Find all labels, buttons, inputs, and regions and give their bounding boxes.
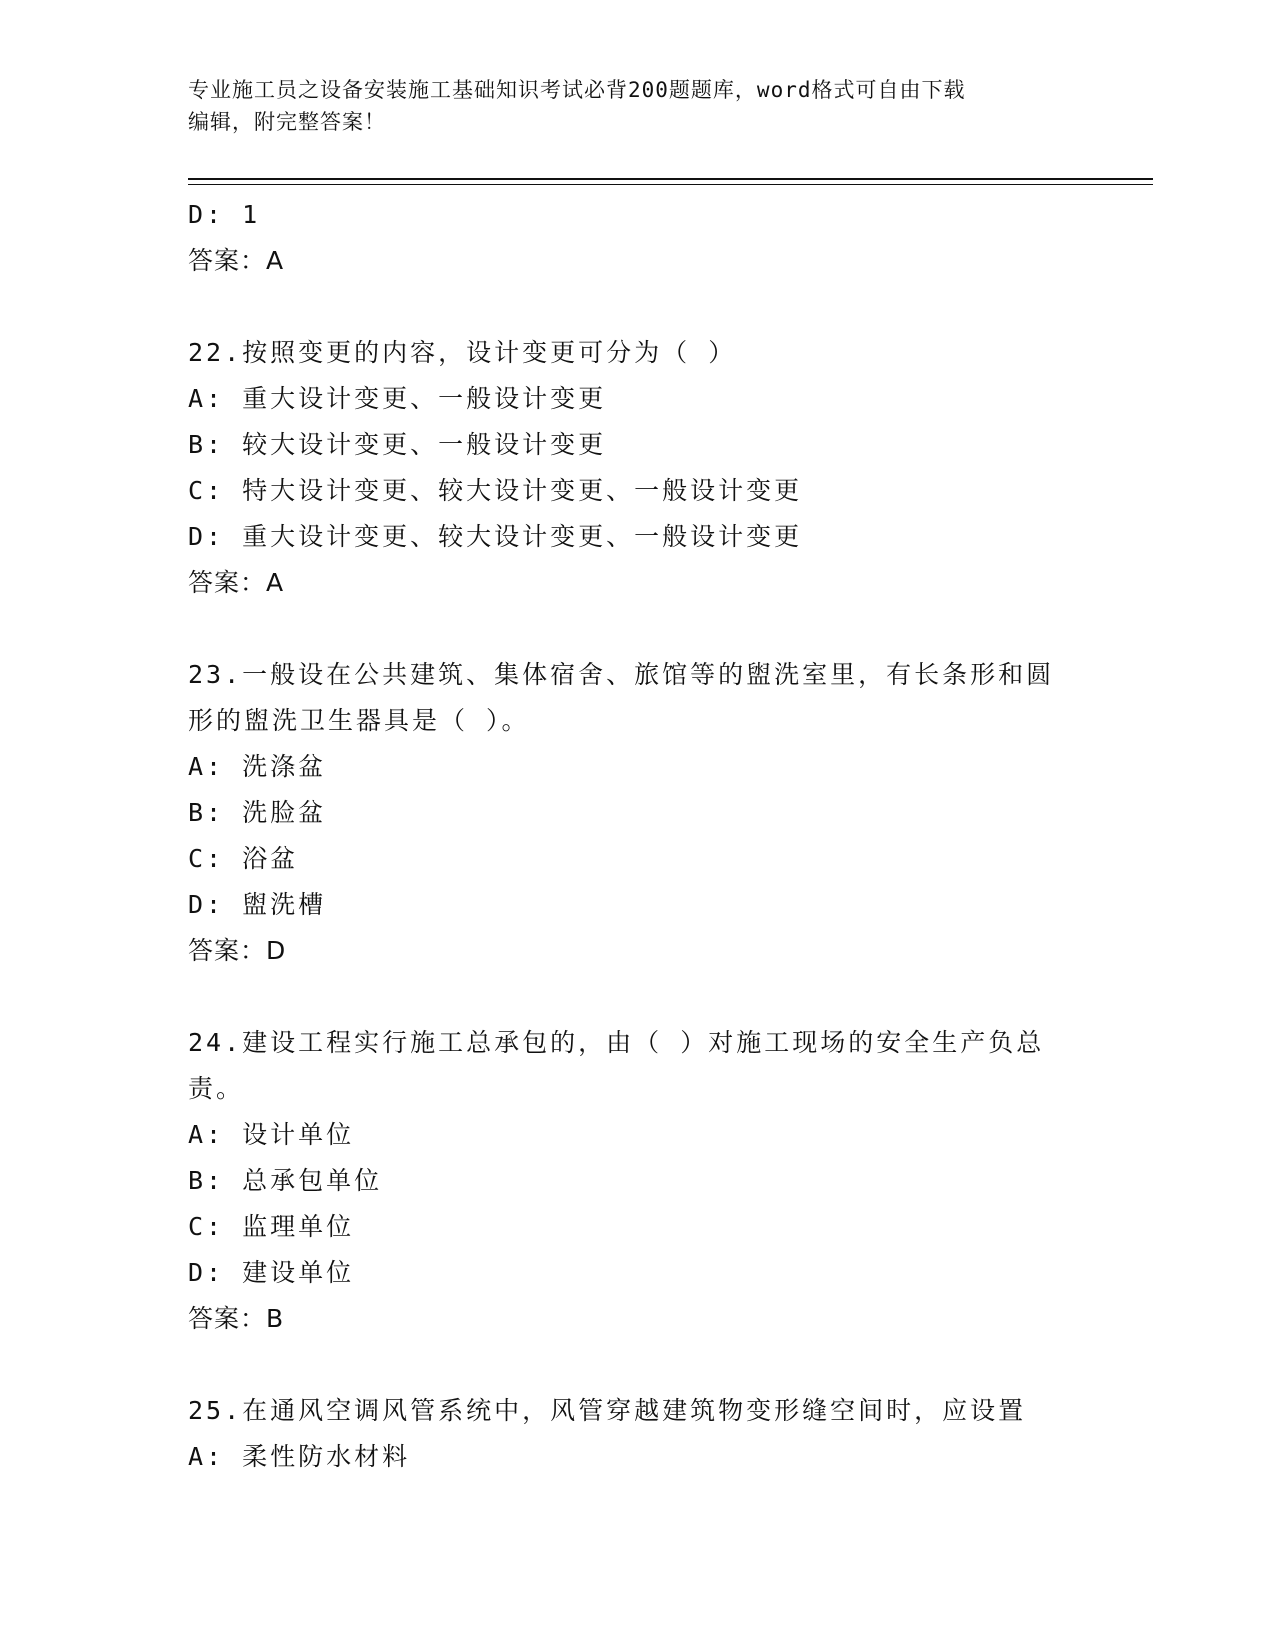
option-a: A: 设计单位: [188, 1120, 355, 1149]
question-text: 22.按照变更的内容，设计变更可分为（ ）: [188, 338, 737, 367]
question-text: 25.在通风空调风管系统中，风管穿越建筑物变形缝空间时，应设置: [188, 1396, 1027, 1425]
prev-answer: 答案：A: [188, 246, 285, 275]
option-a: A: 柔性防水材料: [188, 1442, 411, 1471]
option-b: B: 洗脸盆: [188, 798, 327, 827]
question-25: [188, 1388, 1088, 1480]
answer: 答案：A: [188, 568, 285, 597]
header-rule-thin: [188, 184, 1153, 185]
spacer: [188, 1342, 1088, 1388]
answer: 答案：B: [188, 1304, 285, 1333]
option-b: B: 较大设计变更、一般设计变更: [188, 430, 607, 459]
question-text-line-1: 23.一般设在公共建筑、集体宿舍、旅馆等的盥洗室里，有长条形和圆: [188, 660, 1055, 689]
question-23: [188, 652, 1088, 974]
option-d: D: 重大设计变更、较大设计变更、一般设计变更: [188, 522, 803, 551]
option-d: D: 建设单位: [188, 1258, 355, 1287]
header-line-2: 编辑，附完整答案！: [188, 110, 386, 134]
header-line-1: 专业施工员之设备安装施工基础知识考试必背200题题库，word格式可自由下载: [188, 78, 966, 102]
question-text-line-2: 责。: [188, 1074, 245, 1103]
page-header: [188, 74, 1068, 138]
spacer: [188, 974, 1088, 1020]
option-a: A: 洗涤盆: [188, 752, 327, 781]
spacer: [188, 606, 1088, 652]
question-22: [188, 330, 1088, 606]
answer: 答案：D: [188, 936, 287, 965]
option-c: C: 特大设计变更、较大设计变更、一般设计变更: [188, 476, 803, 505]
option-c: C: 浴盆: [188, 844, 299, 873]
question-content: [188, 192, 1088, 1480]
option-a: A: 重大设计变更、一般设计变更: [188, 384, 607, 413]
header-rule-thick: [188, 178, 1153, 180]
question-24: [188, 1020, 1088, 1342]
option-c: C: 监理单位: [188, 1212, 355, 1241]
option-d: D: 盥洗槽: [188, 890, 327, 919]
question-text-line-1: 24.建设工程实行施工总承包的，由（ ）对施工现场的安全生产负总: [188, 1028, 1045, 1057]
question-text-line-2: 形的盥洗卫生器具是（ ）。: [188, 706, 530, 735]
option-b: B: 总承包单位: [188, 1166, 383, 1195]
spacer: [188, 284, 1088, 330]
prev-option-d: D: 1: [188, 200, 261, 229]
